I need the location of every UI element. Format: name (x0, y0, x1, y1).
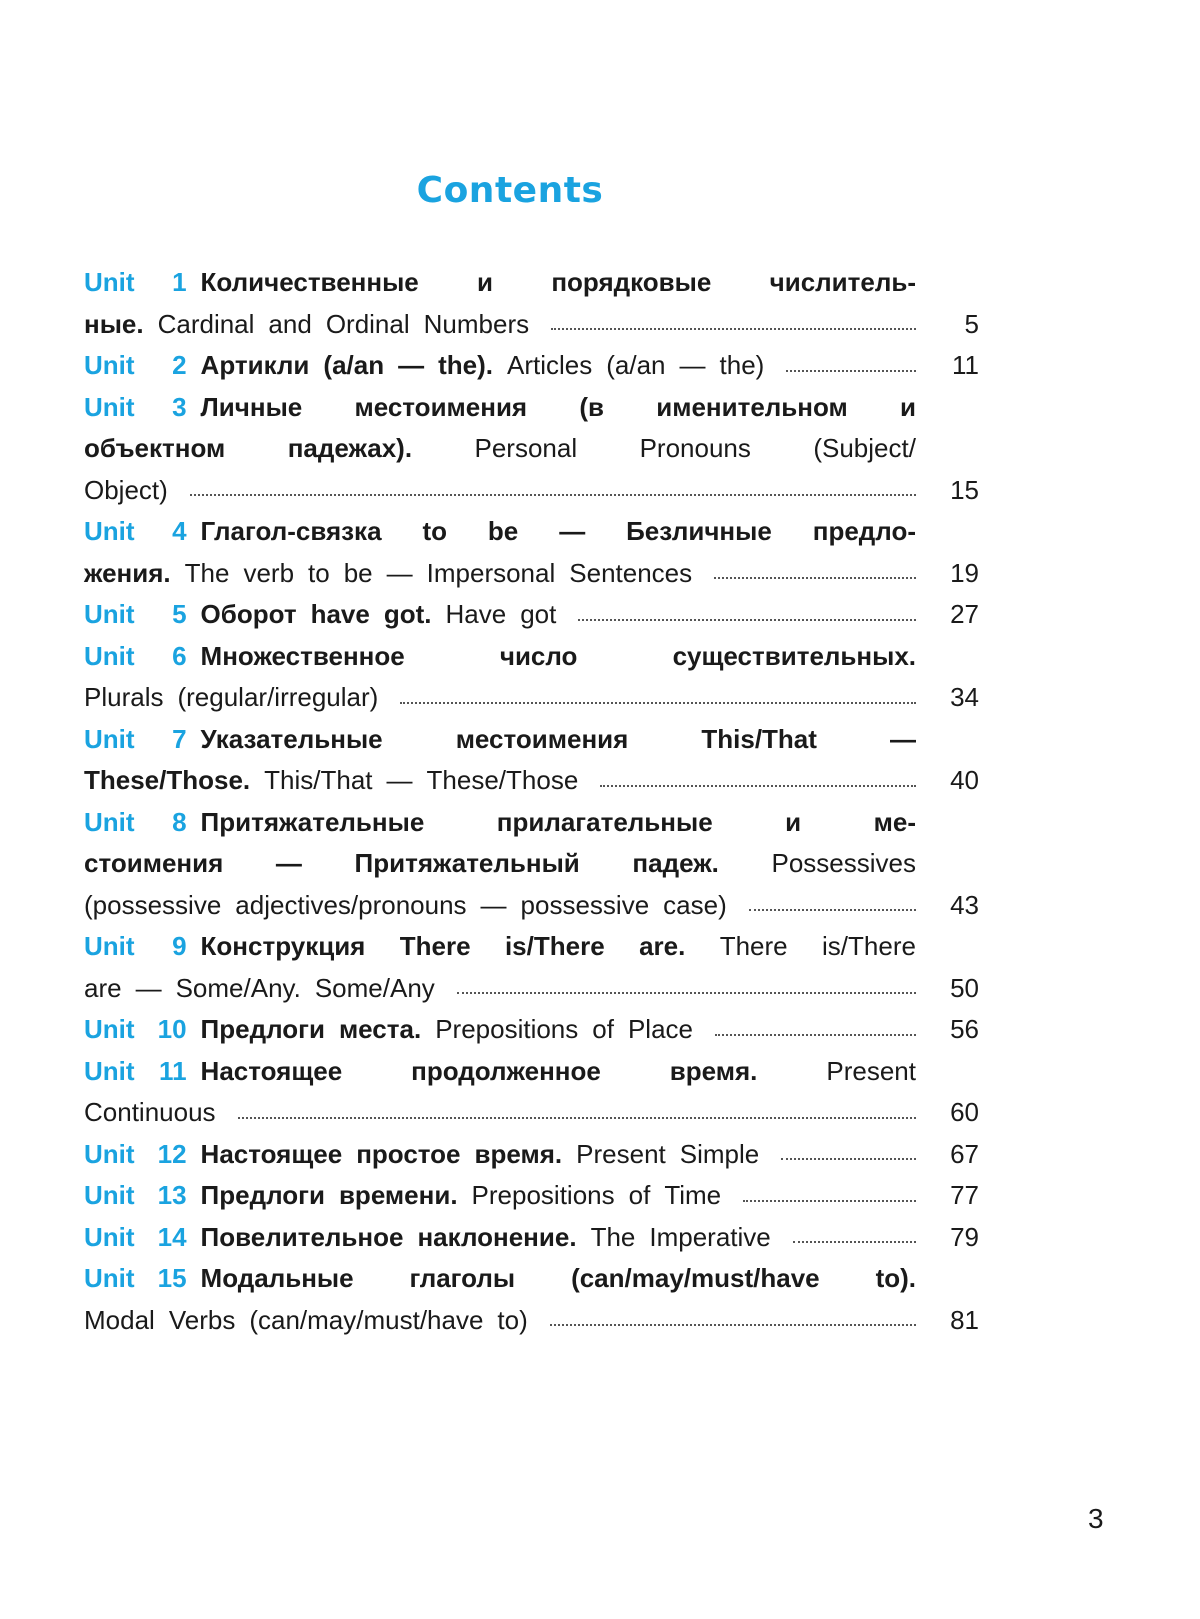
english-title-word: Ordinal (325, 308, 410, 339)
russian-title-word: и (477, 267, 494, 297)
dot-leader (578, 619, 916, 621)
russian-title-word: продолженное (411, 1055, 601, 1086)
page-ref: 5 (964, 308, 979, 339)
unit-number: 4 (172, 516, 187, 546)
dot-leader (715, 1034, 916, 1036)
page-ref: 81 (950, 1304, 979, 1335)
toc-entry-continuation[interactable] (84, 1092, 979, 1134)
english-title-word: got (520, 599, 557, 629)
russian-title-word: существительных. (672, 640, 916, 671)
english-title-word: possessive (520, 889, 650, 920)
english-title-word: Plurals (84, 682, 164, 712)
english-title-word: (Subject/ (813, 433, 916, 463)
russian-title-word: простое (356, 1138, 461, 1169)
english-title-word: — (135, 972, 162, 1003)
russian-title-word: — (398, 350, 425, 380)
russian-title-word: have (310, 599, 370, 629)
toc-entry-unit-14[interactable] (84, 1217, 979, 1259)
russian-title-word: to). (875, 1263, 916, 1293)
unit-number: 14 (157, 1221, 187, 1252)
english-title-word: the) (719, 350, 765, 380)
toc-entry-unit-6[interactable] (84, 636, 979, 678)
unit-label: Unit 9 Конструкция (84, 926, 365, 968)
russian-title-word: This/That (701, 723, 817, 754)
english-title-word: — (386, 557, 413, 588)
unit-label: Unit 7 Указательные (84, 719, 383, 761)
russian-title-word: to (422, 516, 447, 546)
unit-label: Unit 1 Количественные (84, 262, 419, 304)
english-title-word: There (719, 931, 788, 961)
english-title-word: These/Those (426, 765, 579, 795)
english-title-word: This/That (264, 765, 373, 795)
unit-label: Unit 12 Настоящее (84, 1134, 342, 1176)
unit-number: 2 (172, 350, 187, 380)
russian-title-word: число (499, 640, 578, 671)
russian-title-word: местоимения (455, 723, 629, 754)
unit-label: Unit 15 Модальные (84, 1258, 354, 1300)
english-title-word: Articles (507, 350, 593, 380)
toc-entry-continuation[interactable] (84, 885, 979, 927)
table-of-contents (84, 262, 979, 1341)
russian-title-word: — (275, 848, 302, 878)
unit-label: Unit 3 Личные (84, 387, 302, 429)
toc-entry-unit-1[interactable] (84, 262, 979, 304)
unit-label: Unit 11 Настоящее (84, 1051, 342, 1093)
toc-entry-continuation[interactable] (84, 428, 979, 470)
unit-number: 10 (157, 1014, 187, 1044)
unit-number: 7 (172, 723, 187, 754)
toc-entry-unit-2[interactable] (84, 345, 979, 387)
toc-entry-unit-7[interactable] (84, 719, 979, 761)
dot-leader (400, 702, 916, 704)
dot-leader (238, 1117, 916, 1119)
toc-entry-unit-5[interactable] (84, 594, 979, 636)
russian-title-word: объектном (84, 433, 226, 463)
unit-label: Unit 10 Предлоги (84, 1009, 325, 1051)
russian-title-word: (в (579, 391, 604, 422)
page-ref: 50 (950, 972, 979, 1003)
english-title-word: Impersonal (426, 557, 556, 588)
english-title-word: (can/may/must/have (249, 1304, 484, 1335)
russian-title-word: Безличные (626, 516, 772, 546)
russian-title-word: падежах). (287, 433, 413, 463)
unit-label: Unit 5 Оборот (84, 594, 297, 636)
english-title-word: to (308, 557, 330, 588)
english-title-word: The (590, 1221, 636, 1252)
russian-title-word: места. (338, 1014, 422, 1044)
english-title-word: — (386, 765, 413, 795)
unit-number: 3 (172, 391, 187, 422)
russian-title-word: наклонение. (417, 1221, 577, 1252)
toc-entry-continuation[interactable] (84, 1300, 979, 1342)
russian-title-word: There (399, 931, 471, 961)
russian-title-word: глаголы (409, 1263, 516, 1293)
toc-entry-unit-10[interactable] (84, 1009, 979, 1051)
english-title-word: of (592, 1014, 614, 1044)
english-title-word: Object) (84, 474, 168, 505)
english-title-word: case) (663, 889, 727, 920)
english-title-word: Imperative (649, 1221, 771, 1252)
english-title-word: is/There (822, 931, 916, 961)
russian-title-word: got. (383, 599, 432, 629)
unit-label: Unit 8 Притяжательные (84, 802, 424, 844)
english-title-word: Some/Any. (175, 972, 301, 1003)
russian-title-word: the). (438, 350, 493, 380)
english-title-word: — (480, 889, 507, 920)
toc-entry-continuation[interactable] (84, 843, 979, 885)
russian-title-word: are. (639, 931, 686, 961)
russian-title-word: These/Those. (84, 765, 251, 795)
english-title-word: are (84, 972, 122, 1003)
english-title-word: Numbers (423, 308, 530, 339)
dot-leader (457, 992, 916, 994)
unit-number: 6 (172, 640, 187, 671)
english-title-word: to) (497, 1304, 528, 1335)
russian-title-word: время. (669, 1055, 758, 1086)
toc-entry-continuation[interactable] (84, 968, 979, 1010)
dot-leader (749, 909, 916, 911)
toc-entry-unit-12[interactable] (84, 1134, 979, 1176)
toc-entry-continuation[interactable] (84, 304, 979, 346)
page-ref: 60 (950, 1097, 979, 1127)
dot-leader (551, 328, 916, 330)
english-title-word: Verbs (168, 1304, 236, 1335)
toc-entry-unit-11[interactable] (84, 1051, 979, 1093)
dot-leader (786, 370, 916, 372)
page-ref: 19 (950, 557, 979, 588)
english-title-word: Sentences (569, 557, 693, 588)
dot-leader (190, 494, 916, 496)
english-title-word: verb (243, 557, 295, 588)
russian-title-word: жения. (84, 557, 171, 588)
unit-number: 13 (157, 1180, 187, 1210)
toc-entry-continuation[interactable] (84, 760, 979, 802)
russian-title-word: is/There (504, 931, 605, 961)
english-title-word: Present (826, 1055, 916, 1086)
page-ref: 27 (950, 599, 979, 629)
page-ref: 79 (950, 1221, 979, 1252)
dot-leader (781, 1158, 916, 1160)
toc-entry-unit-13[interactable] (84, 1175, 979, 1217)
russian-title-word: время. (474, 1138, 563, 1169)
unit-number: 8 (172, 806, 187, 837)
page-ref: 77 (950, 1180, 979, 1210)
toc-entry-continuation[interactable] (84, 677, 979, 719)
english-title-word: of (628, 1180, 651, 1210)
english-title-word: Cardinal (157, 308, 255, 339)
page-title: Contents (416, 170, 604, 211)
english-title-word: (possessive (84, 889, 222, 920)
page-ref: 11 (952, 350, 979, 380)
russian-title-word: именительном (656, 391, 848, 422)
russian-title-word: числитель- (769, 267, 916, 297)
english-title-word: Pronouns (639, 433, 751, 463)
english-title-word: (a/an (606, 350, 666, 380)
dot-leader (550, 1324, 916, 1326)
russian-title-word: порядковые (551, 267, 712, 297)
unit-number: 11 (159, 1055, 187, 1086)
dot-leader (600, 785, 916, 787)
unit-number: 15 (157, 1263, 187, 1293)
english-title-word: Present (576, 1138, 666, 1169)
english-title-word: Possessives (771, 848, 916, 878)
page-ref: 15 (950, 474, 979, 505)
russian-title-word: и (785, 806, 802, 837)
unit-label: Unit 6 Множественное (84, 636, 405, 678)
unit-label: Unit 14 Повелительное (84, 1217, 403, 1259)
russian-title-word: (can/may/must/have (571, 1263, 820, 1293)
unit-label: Unit 13 Предлоги (84, 1175, 325, 1217)
russian-title-word: предло- (812, 516, 916, 546)
toc-entry-continuation[interactable] (84, 470, 979, 512)
russian-title-word: и (900, 391, 916, 422)
english-title-word: Some/Any (314, 972, 435, 1003)
russian-title-word: (a/an (323, 350, 385, 380)
english-title-word: (regular/irregular) (177, 682, 379, 712)
english-title-word: and (268, 308, 312, 339)
russian-title-word: be (487, 516, 519, 546)
unit-label: Unit 2 Артикли (84, 345, 309, 387)
english-title-word: Continuous (84, 1097, 216, 1127)
toc-entry-continuation[interactable] (84, 553, 979, 595)
toc-entry-unit-8[interactable] (84, 802, 979, 844)
russian-title-word: — (890, 723, 916, 754)
dot-leader (743, 1200, 916, 1202)
english-title-word: Personal (474, 433, 578, 463)
russian-title-word: стоимения (84, 848, 224, 878)
english-title-word: Modal (84, 1304, 155, 1335)
dot-leader (793, 1241, 916, 1243)
page-ref: 43 (950, 889, 979, 920)
unit-number: 9 (172, 931, 187, 961)
unit-number: 5 (172, 599, 187, 629)
page-ref: 56 (950, 1014, 979, 1044)
toc-entry-unit-9[interactable] (84, 926, 979, 968)
english-title-word: Prepositions (471, 1180, 615, 1210)
unit-number: 12 (157, 1138, 187, 1169)
dot-leader (714, 577, 916, 579)
page-ref: 67 (950, 1138, 979, 1169)
english-title-word: Simple (679, 1138, 760, 1169)
english-title-word: Time (664, 1180, 722, 1210)
unit-label: Unit 4 Глагол-связка (84, 511, 382, 553)
english-title-word: Place (627, 1014, 693, 1044)
russian-title-word: ме- (873, 806, 916, 837)
page-number: 3 (1088, 1503, 1104, 1534)
english-title-word: be (343, 557, 373, 588)
unit-number: 1 (172, 267, 187, 297)
english-title-word: Prepositions (435, 1014, 579, 1044)
toc-entry-unit-4[interactable] (84, 511, 979, 553)
russian-title-word: Притяжательный (354, 848, 580, 878)
page-ref: 40 (950, 765, 979, 795)
page-ref: 34 (950, 682, 979, 712)
russian-title-word: времени. (338, 1180, 458, 1210)
russian-title-word: падеж. (632, 848, 719, 878)
english-title-word: adjectives/pronouns (235, 889, 467, 920)
russian-title-word: ные. (84, 308, 144, 339)
toc-entry-unit-15[interactable] (84, 1258, 979, 1300)
english-title-word: — (679, 350, 706, 380)
english-title-word: Have (445, 599, 507, 629)
russian-title-word: — (559, 516, 586, 546)
russian-title-word: прилагательные (496, 806, 713, 837)
english-title-word: The (184, 557, 230, 588)
toc-entry-unit-3[interactable] (84, 387, 979, 429)
russian-title-word: местоимения (354, 391, 528, 422)
